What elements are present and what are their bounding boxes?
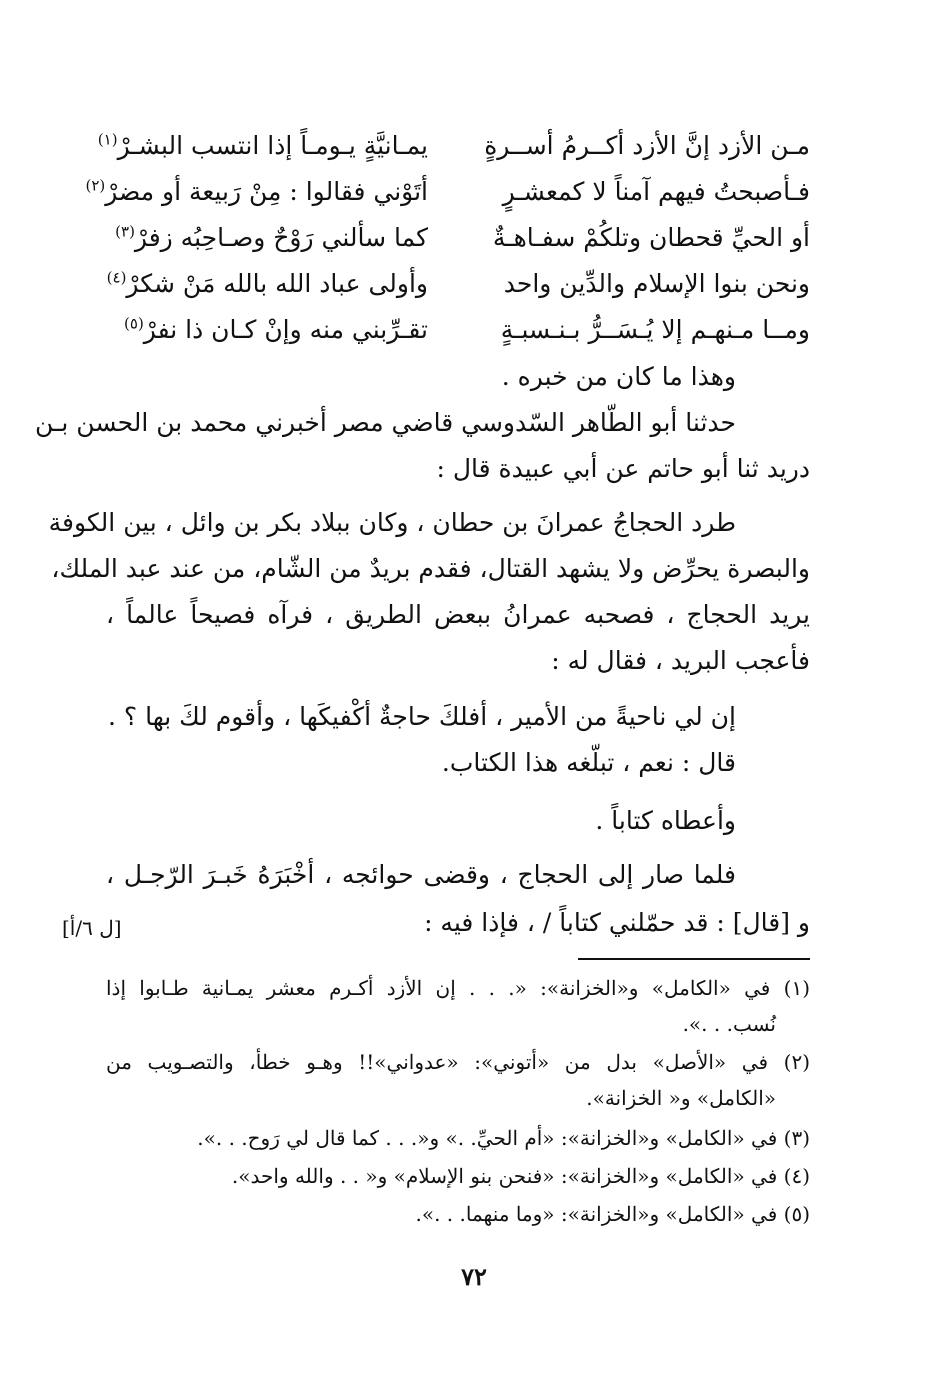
footnote-4: (٤) في «الكامل» و«الخزانة»: «فنحن بنو الإسلام» و« . . والله واحد». <box>231 1164 810 1188</box>
footnote-marker: (٣) <box>115 222 135 241</box>
footnote-1-cont: نُسب. . .». <box>682 1012 776 1036</box>
footnote-1: (١) في «الكامل» و«الخزانة»: «. . . إن الأزد أكـرم معشر يمـانية طـابوا إذا <box>106 976 810 1000</box>
footnote-3: (٣) في «الكامل» و«الخزانة»: «أم الحيِّ. .» و«. . . كما قال لي رَوح. . .». <box>197 1126 810 1150</box>
verse-second-hemistich: يمـانيَّةٍ يـومـاً إذا انتسب البشـرْ$^{(١)}$ <box>97 130 428 160</box>
paragraph-line: دريد ثنا أبو حاتم عن أبي عبيدة قال : <box>436 454 810 483</box>
footnote-marker: (١) <box>97 130 118 149</box>
paragraph-line: طرد الحجاجُ عمرانَ بن حطان ، وكان ببلاد بكر بن وائل ، بين الكوفة <box>48 508 736 537</box>
verse-first-hemistich: مـن الأزد إنَّ الأزد أكــرمُ أســرةٍ <box>484 131 810 160</box>
verse-first-hemistich: فـأصبحتُ فيهم آمناً لا كمعشـرٍ <box>502 177 810 206</box>
paragraph-line: و [قال] : قد حمّلني كتاباً / ، فإذا فيه : <box>424 908 810 937</box>
verse-second-hemistich: أتَوْني فقالوا : مِنْ رَبيعة أو مضرْ$^{(٢)}$ <box>85 176 428 206</box>
footnote-2-cont: «الكامل» و« الخزانة». <box>586 1086 776 1110</box>
page-number: ٧٢ <box>461 1262 487 1291</box>
after-verses-line: وهذا ما كان من خبره . <box>501 362 736 391</box>
footnote-marker: (٤) <box>106 268 127 287</box>
paragraph-line: حدثنا أبو الطّاهر السّدوسي قاضي مصر أخبرني محمد بن الحسن بـن <box>35 408 736 437</box>
verse-4 <box>0 260 948 308</box>
verse-1 <box>0 122 948 170</box>
speech-line: إن لي ناحيةً من الأمير ، أفلكَ حاجةٌ أكْفيكَها ، وأقوم لكَ بها ؟ . <box>107 702 736 731</box>
verse-second-hemistich: وأولى عباد الله بالله مَنْ شكرْ$^{(٤)}$ <box>106 268 428 298</box>
paragraph-line: فلما صار إلى الحجاج ، وقضى حوائجه ، أخْبَرَهُ خَبـرَ الرّجـل ، <box>106 860 736 889</box>
verse-second-hemistich: تقـرِّبني منه وإنْ كـان ذا نفرْ$^{(٥)}$ <box>124 314 428 344</box>
footnote-marker: (٢) <box>85 176 106 195</box>
footnote-marker: (٥) <box>124 314 144 333</box>
paragraph-line: والبصرة يحرِّض ولا يشهد القتال، فقدم بريدٌ من الشّام، من عند عبد الملك، <box>51 554 810 583</box>
verse-3 <box>0 214 948 262</box>
footnote-divider <box>578 958 810 960</box>
verse-second-hemistich: كما سألني رَوْحٌ وصـاحِبُه زفرْ$^{(٣)}$ <box>115 222 428 252</box>
verse-first-hemistich: ونحن بنوا الإسلام والدِّين واحد <box>503 269 810 298</box>
paragraph-line: يريد الحجاج ، فصحبه عمرانُ ببعض الطريق ، فرآه فصيحاً عالماً ، <box>106 600 810 629</box>
speech-line: قال : نعم ، تبلّغه هذا الكتاب. <box>441 748 736 777</box>
verse-5 <box>0 306 948 354</box>
verse-first-hemistich: ومــا مـنهـم إلا يُـسَــرُّ بـنـسبـةٍ <box>500 315 810 344</box>
speech-line: وأعطاه كتاباً . <box>595 806 736 835</box>
footnote-5: (٥) في «الكامل» و«الخزانة»: «وما منهما. . .». <box>415 1202 810 1226</box>
paragraph-line: فأعجب البريد ، فقال له : <box>551 646 810 675</box>
manuscript-folio-ref: [ل ٦/أ] <box>62 916 122 940</box>
footnote-2: (٢) في «الأصل» بدل من «أتوني»: «عدواني»!! وهـو خطأ، والتصـويب من <box>106 1050 810 1074</box>
verse-2 <box>0 168 948 216</box>
verse-first-hemistich: أو الحيِّ قحطان وتلكُمْ سفـاهـةٌ <box>492 223 810 252</box>
